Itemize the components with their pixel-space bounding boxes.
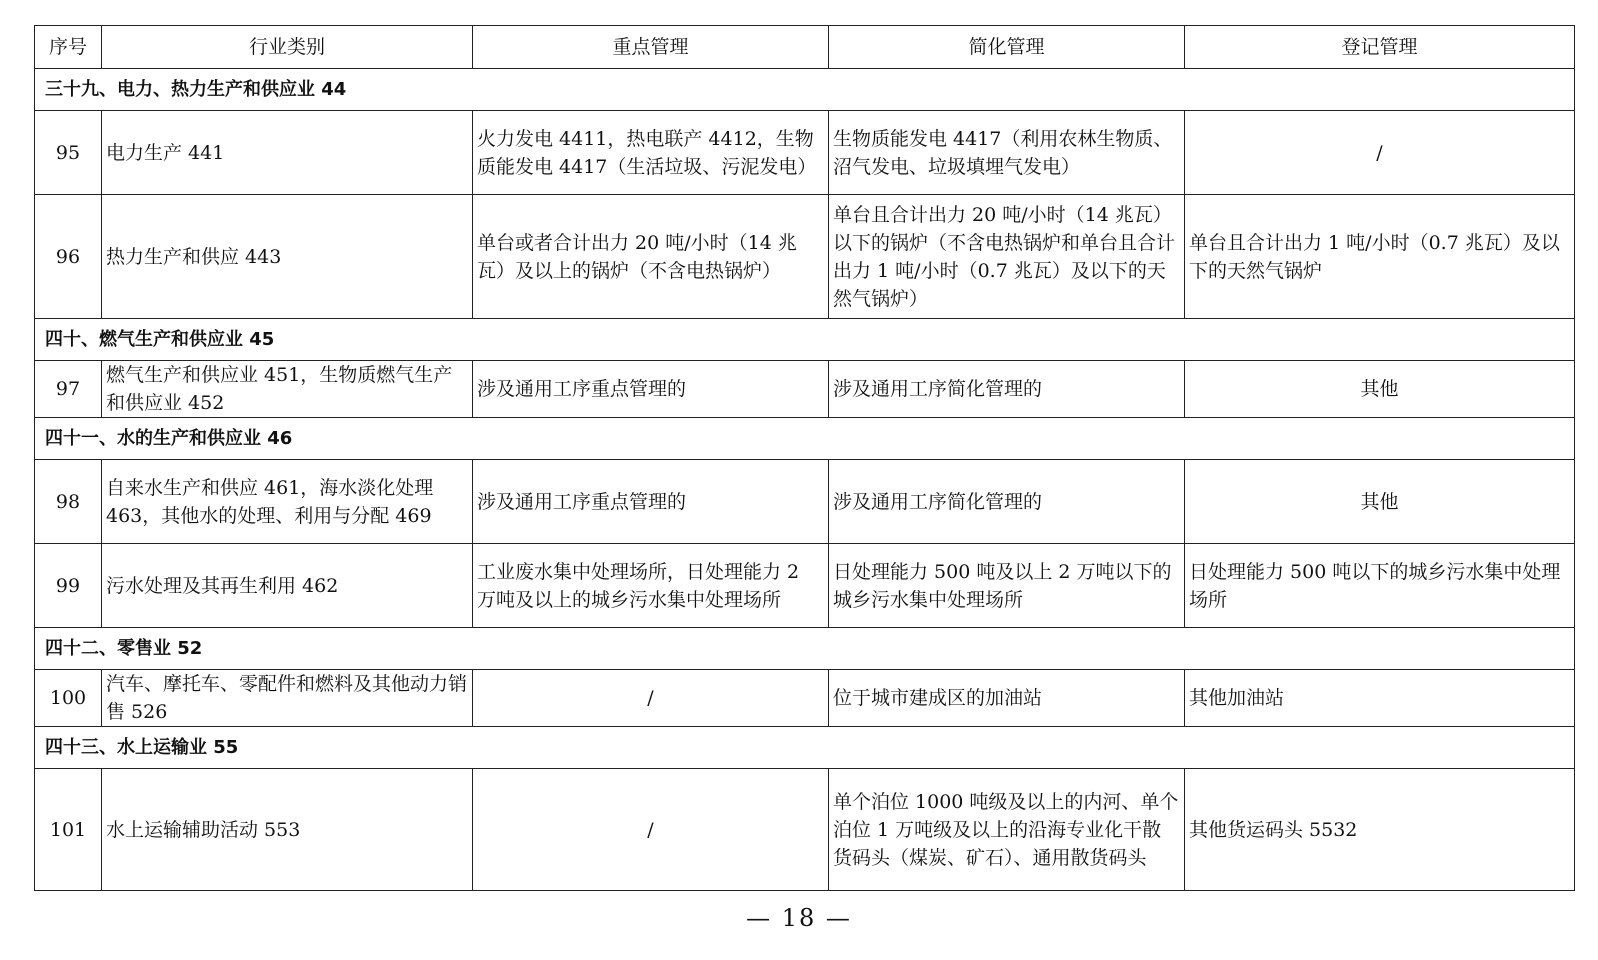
section-title: 四十、燃气生产和供应业 45 [35,319,1575,361]
row-key-management: 单台或者合计出力 20 吨/小时（14 兆瓦）及以上的锅炉（不含电热锅炉） [473,195,829,319]
table-row [35,769,1575,891]
permit-classification-table [34,25,1575,891]
header-key-management: 重点管理 [473,26,829,69]
row-simplified-management: 位于城市建成区的加油站 [829,670,1185,727]
table-row [35,544,1575,628]
page-number: — 18 — [746,904,852,932]
row-registration-management: 其他 [1185,460,1575,544]
header-row [35,26,1575,69]
table-row [35,111,1575,195]
row-no: 98 [35,460,102,544]
row-category: 水上运输辅助活动 553 [102,769,473,891]
table-row [35,195,1575,319]
row-key-management: / [473,769,829,891]
row-registration-management: / [1185,111,1575,195]
row-key-management: 火力发电 4411，热电联产 4412，生物质能发电 4417（生活垃圾、污泥发电） [473,111,829,195]
row-category: 自来水生产和供应 461，海水淡化处理 463，其他水的处理、利用与分配 469 [102,460,473,544]
row-simplified-management: 涉及通用工序简化管理的 [829,361,1185,418]
section-title: 三十九、电力、热力生产和供应业 44 [35,69,1575,111]
row-simplified-management: 生物质能发电 4417（利用农林生物质、沼气发电、垃圾填埋气发电） [829,111,1185,195]
row-simplified-management: 单个泊位 1000 吨级及以上的内河、单个泊位 1 万吨级及以上的沿海专业化干散货码头（煤炭、矿石）、通用散货码头 [829,769,1185,891]
row-simplified-management: 日处理能力 500 吨及以上 2 万吨以下的城乡污水集中处理场所 [829,544,1185,628]
section-row [35,727,1575,769]
section-row [35,319,1575,361]
row-category: 燃气生产和供应业 451，生物质燃气生产和供应业 452 [102,361,473,418]
row-registration-management: 其他 [1185,361,1575,418]
header-category: 行业类别 [102,26,473,69]
row-category: 热力生产和供应 443 [102,195,473,319]
row-registration-management: 其他加油站 [1185,670,1575,727]
table-row [35,670,1575,727]
row-no: 100 [35,670,102,727]
table-row [35,460,1575,544]
row-key-management: / [473,670,829,727]
header-registration-management: 登记管理 [1185,26,1575,69]
row-no: 97 [35,361,102,418]
header-no: 序号 [35,26,102,69]
row-simplified-management: 单台且合计出力 20 吨/小时（14 兆瓦）以下的锅炉（不含电热锅炉和单台且合计出力 1 吨/小时（0.7 兆瓦）及以下的天然气锅炉） [829,195,1185,319]
section-title: 四十二、零售业 52 [35,628,1575,670]
table-row [35,361,1575,418]
row-key-management: 工业废水集中处理场所，日处理能力 2 万吨及以上的城乡污水集中处理场所 [473,544,829,628]
row-no: 96 [35,195,102,319]
row-key-management: 涉及通用工序重点管理的 [473,361,829,418]
section-title: 四十三、水上运输业 55 [35,727,1575,769]
row-registration-management: 其他货运码头 5532 [1185,769,1575,891]
row-key-management: 涉及通用工序重点管理的 [473,460,829,544]
header-simplified-management: 简化管理 [829,26,1185,69]
section-row [35,418,1575,460]
row-category: 汽车、摩托车、零配件和燃料及其他动力销售 526 [102,670,473,727]
row-registration-management: 单台且合计出力 1 吨/小时（0.7 兆瓦）及以下的天然气锅炉 [1185,195,1575,319]
row-no: 101 [35,769,102,891]
section-row [35,628,1575,670]
row-no: 99 [35,544,102,628]
row-no: 95 [35,111,102,195]
section-row [35,69,1575,111]
row-registration-management: 日处理能力 500 吨以下的城乡污水集中处理场所 [1185,544,1575,628]
section-title: 四十一、水的生产和供应业 46 [35,418,1575,460]
row-category: 污水处理及其再生利用 462 [102,544,473,628]
row-simplified-management: 涉及通用工序简化管理的 [829,460,1185,544]
row-category: 电力生产 441 [102,111,473,195]
